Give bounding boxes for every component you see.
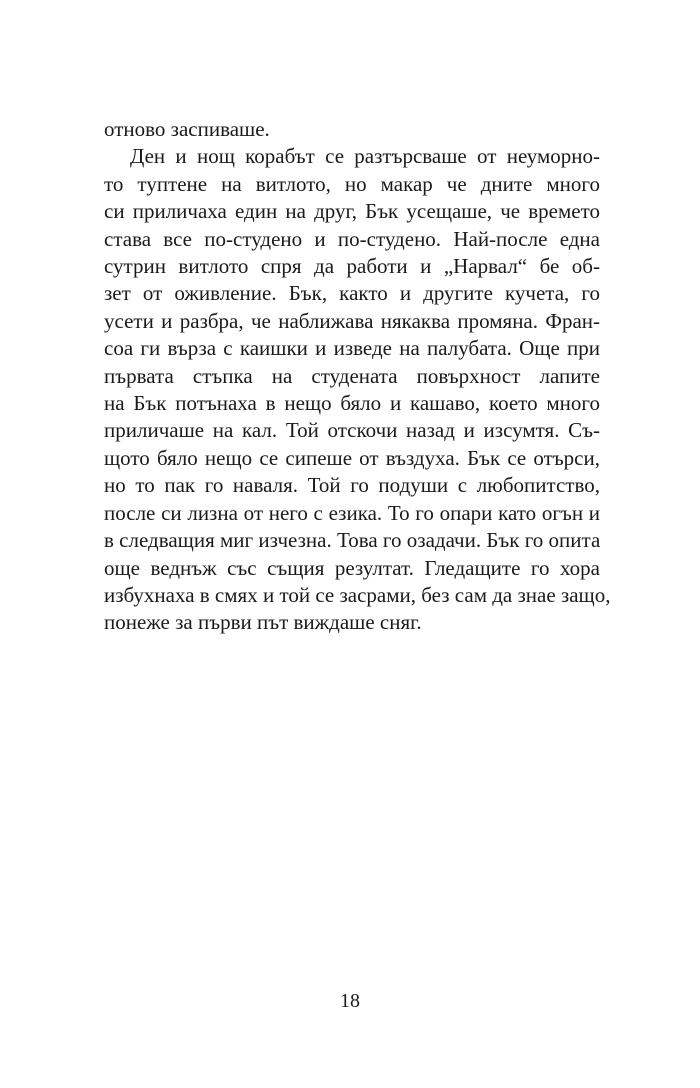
text-line-6: сутрин витлото спря да работи и „Нарвал“ бе об- [104, 254, 600, 279]
text-line-9: соа ги върза с каишки и изведе на палубата. Още при [104, 336, 600, 361]
body-text [104, 116, 611, 637]
text-line-3: то туптене на витлото, но макар че дните много [104, 171, 600, 196]
text-line-2: Ден и нощ корабът се разтърсваше от неуморно- [130, 144, 600, 169]
text-line-11: на Бък потънаха в нещо бяло и кашаво, което много [104, 391, 600, 416]
text-line-1: отново заспиваше. [104, 117, 270, 141]
text-line-17: още веднъж със същия резултат. Гледащите го хора [104, 555, 600, 580]
text-line-13: щото бяло нещо се сипеше от въздуха. Бък се отърси, [104, 445, 600, 470]
page-number: 18 [340, 990, 360, 1012]
text-line-19: понеже за първи път виждаше сняг. [104, 610, 422, 635]
text-line-15: после си лизна от него с езика. То го опари като огън и [104, 500, 600, 525]
text-line-5: става все по-студено и по-студено. Най-после една [104, 226, 600, 251]
text-line-14: но то пак го наваля. Той го подуши с любопитство, [104, 473, 600, 498]
text-line-8: усети и разбра, че наближава някаква промяна. Фран- [104, 308, 600, 333]
text-line-12: приличаше на кал. Той отскочи назад и изсумтя. Съ- [104, 418, 600, 443]
text-line-18: избухнаха в смях и той се засрами, без сам да знае защо, [104, 582, 611, 607]
text-line-4: си приличаха един на друг, Бък усещаше, че времето [104, 199, 600, 224]
text-line-7: зет от оживление. Бък, както и другите кучета, го [104, 281, 600, 306]
text-line-16: в следващия миг изчезна. Това го озадачи. Бък го опита [104, 528, 601, 553]
text-line-10: първата стъпка на студената повърхност лапите [104, 363, 600, 388]
